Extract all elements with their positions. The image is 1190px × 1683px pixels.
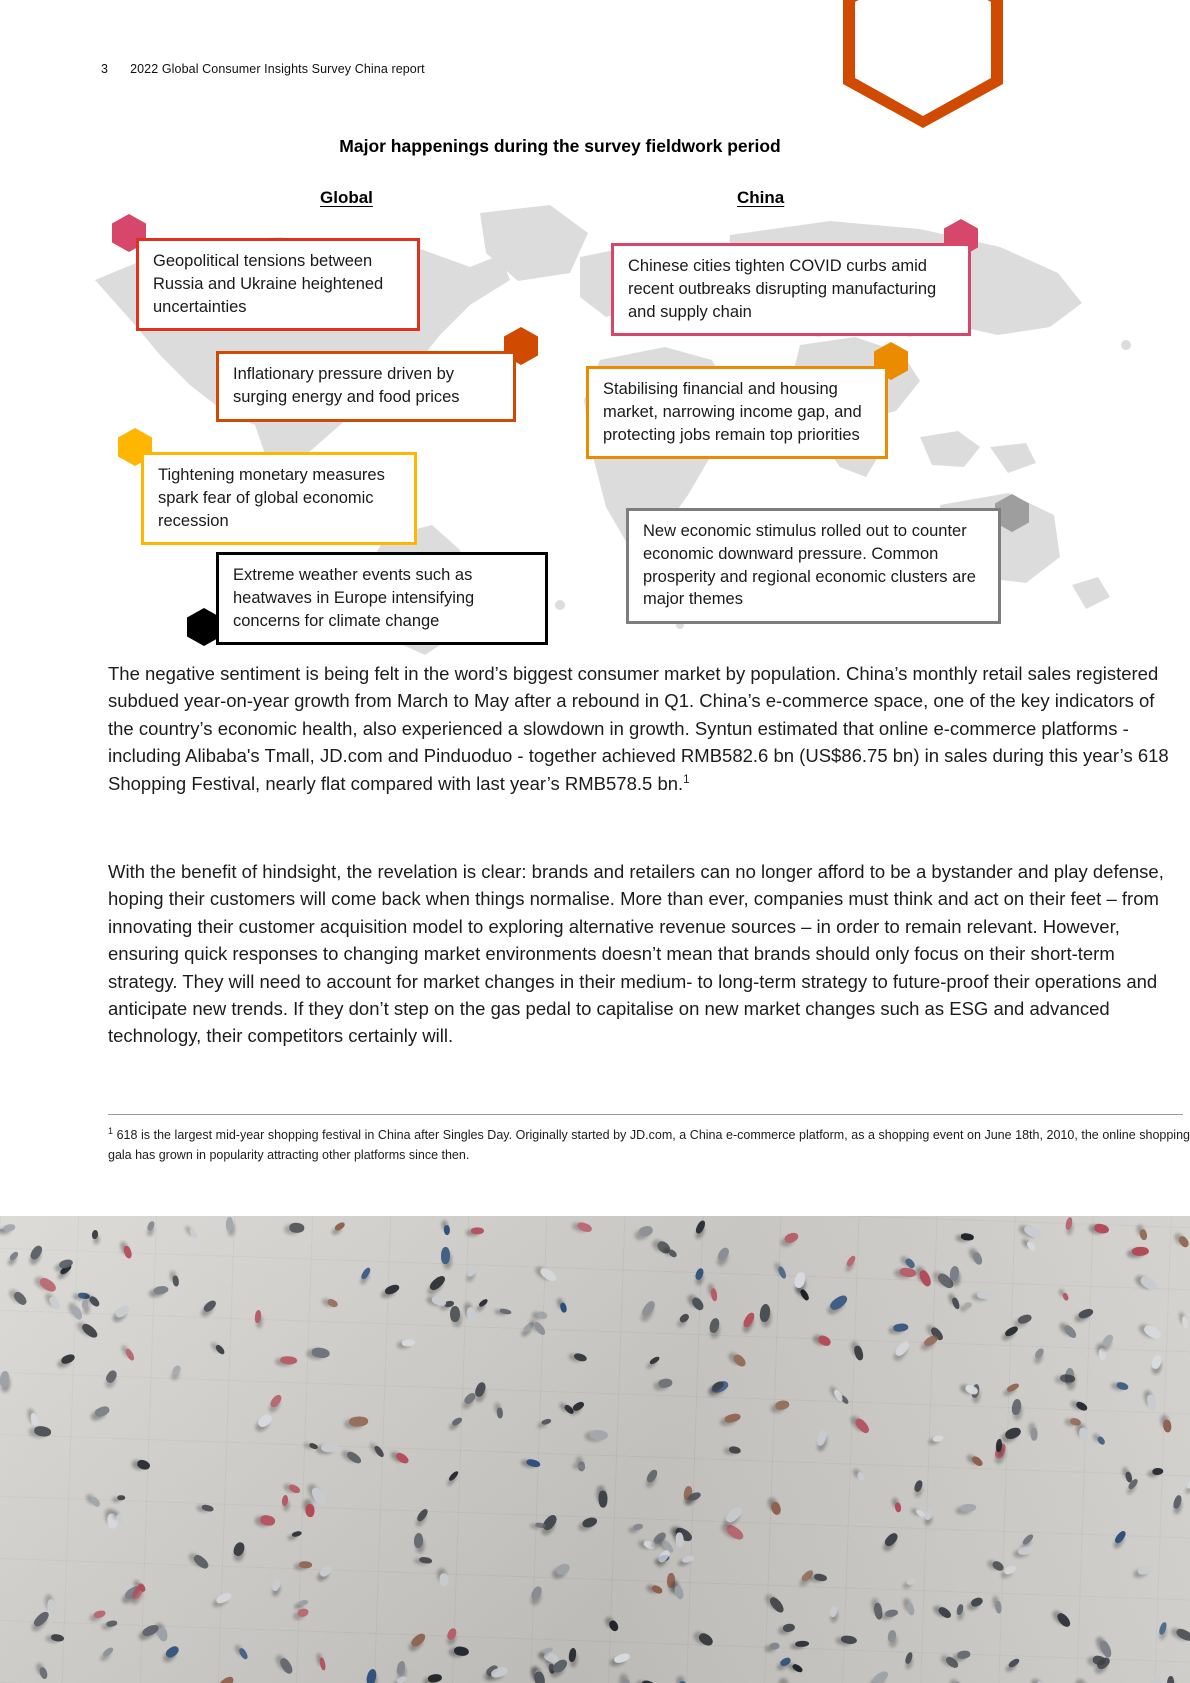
crowd-of-people: [0, 1216, 1190, 1683]
callout-stabilising-financial: Stabilising financial and housing market, narrowing income gap, and protecting jobs remain top priorities: [586, 366, 888, 459]
body-paragraph-1: [108, 660, 1183, 797]
page-number: 3: [101, 62, 109, 76]
footnote: [108, 1124, 1190, 1166]
header-document-title: 2022 Global Consumer Insights Survey China report: [130, 62, 425, 76]
footnote-marker: 1: [108, 1126, 114, 1136]
bottom-photo-banner: [0, 1216, 1190, 1683]
section-title: Major happenings during the survey fieldwork period: [339, 136, 781, 156]
column-heading-global: Global: [320, 188, 373, 207]
page-header: [101, 62, 425, 76]
footnote-text: 618 is the largest mid-year shopping festival in China after Singles Day. Originally started by JD.com, a China e-commerce platform, as a shopping event on June 18th, 2010, the online shopping gala has grown in popularity attracting other platforms since then.: [108, 1128, 1190, 1163]
footnote-divider: [108, 1114, 1183, 1115]
body-paragraph-1-text: The negative sentiment is being felt in the word’s biggest consumer market by population. China’s monthly retail sales registered subdued year-on-year growth from March to May after a rebound in Q1. China’s e-commerce space, one of the key indicators of the country’s economic health, also experienced a slowdown in growth. Syntun estimated that online e-commerce platforms - including Alibaba's Tmall, JD.com and Pinduoduo - together achieved RMB582.6 bn (US$86.75 bn) in sales during this year’s 618 Shopping Festival, nearly flat compared with last year’s RMB578.5 bn.: [108, 663, 1169, 794]
hexagon-outline-orange-icon: [843, 0, 1003, 128]
callout-extreme-weather: Extreme weather events such as heatwaves in Europe intensifying concerns for climate change: [216, 552, 548, 645]
callout-tightening-monetary: Tightening monetary measures spark fear of global economic recession: [141, 452, 417, 545]
callout-covid-curbs: Chinese cities tighten COVID curbs amid recent outbreaks disrupting manufacturing and supply chain: [611, 243, 971, 336]
column-heading-china: China: [737, 188, 785, 207]
callout-economic-stimulus: New economic stimulus rolled out to counter economic downward pressure. Common prosperity and regional economic clusters are major themes: [626, 508, 1001, 624]
callout-geopolitical-tensions: Geopolitical tensions between Russia and Ukraine heightened uncertainties: [136, 238, 420, 331]
footnote-reference-marker: 1: [683, 773, 690, 786]
callout-inflationary-pressure: Inflationary pressure driven by surging energy and food prices: [216, 351, 516, 422]
body-paragraph-2: With the benefit of hindsight, the revelation is clear: brands and retailers can no longer afford to be a bystander and play defense, hoping their customers will come back when things normalise. More than ever, companies must think and act on their feet – from innovating their customer acquisition model to exploring alternative revenue sources – in order to remain relevant. However, ensuring quick responses to changing market environments doesn’t mean that brands should only focus on their short-term strategy. They will need to account for market changes in their medium- to long-term strategy to future-proof their operations and anticipate new trends. If they don’t step on the gas pedal to capitalise on new market changes such as ESG and advanced technology, their competitors certainly will.: [108, 861, 1164, 1047]
